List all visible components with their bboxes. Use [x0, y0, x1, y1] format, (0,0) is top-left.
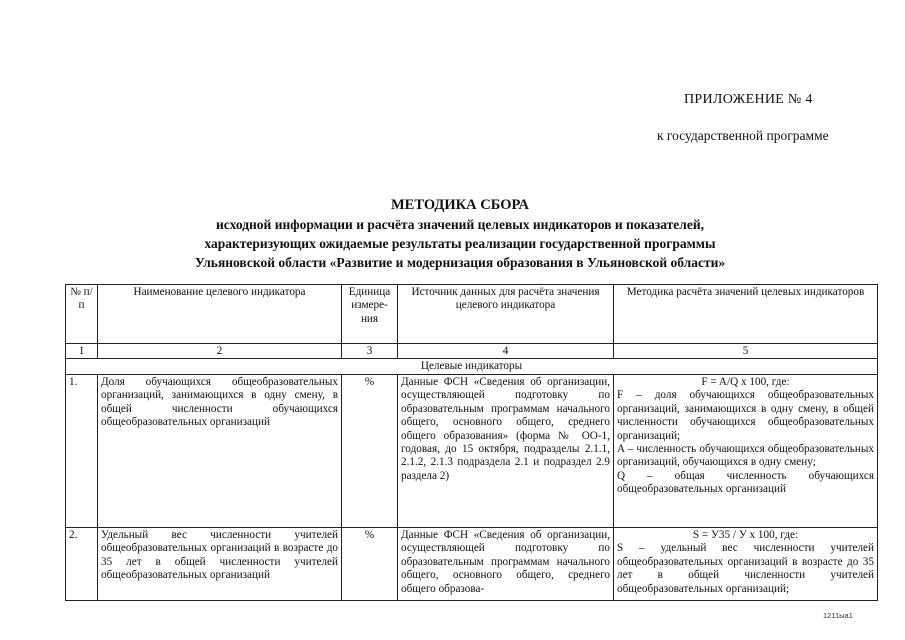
- column-number: 5: [614, 344, 878, 359]
- row-number: 1.: [66, 375, 98, 528]
- column-number: 4: [398, 344, 614, 359]
- page-code: 1211ыа1: [823, 611, 853, 620]
- indicator-name: Доля обучающихся общеобразовательных организаций, занимающихся в одну смену, в общей численности обучающихся общеобразовательных организаций: [98, 375, 342, 528]
- indicators-table: [65, 284, 878, 601]
- header-name: Наименование целевого индикатора: [98, 285, 342, 344]
- annex-subtitle: к государственной программе: [657, 128, 829, 143]
- table-row: [66, 375, 878, 528]
- indicator-method: [614, 375, 878, 528]
- method-line: Q – общая численность обучающихся общеобразовательных организаций: [617, 469, 874, 496]
- indicator-unit: %: [342, 375, 398, 528]
- table-row: [66, 528, 878, 601]
- indicator-source: Данные ФСН «Сведения об организации, осуществляющей подготовку по образовательным программам начального общего, основного общего, среднего общего образования» (форма № ОО-1, годовая, до 15 октября, подразделы 2.1.1, 2.1.2, 2.1.3 подраздела 2.1 и подраздел 2.9 раздела 2): [398, 375, 614, 528]
- indicator-method: [614, 528, 878, 601]
- column-number: 3: [342, 344, 398, 359]
- annex-label: ПРИЛОЖЕНИЕ № 4: [684, 92, 813, 107]
- indicator-name: Удельный вес численности учителей общеобразовательных организаций в возрасте до 35 лет в общей численности учителей общеобразовательных организаций: [98, 528, 342, 601]
- method-formula: F = A/Q x 100, где:: [701, 376, 790, 388]
- method-line: S – удельный вес численности учителей общеобразовательных организаций в возрасте до 35 лет в общей численности учителей общеобразовательных организаций;: [617, 542, 874, 595]
- header-source: Источник данных для расчёта значения целевого индикатора: [398, 285, 614, 344]
- title-line-4: Ульяновской области «Развитие и модернизация образования в Ульяновской области»: [194, 255, 726, 270]
- method-formula: S = У35 / У x 100, где:: [692, 529, 799, 541]
- column-number: 1: [66, 344, 98, 359]
- title-line-2: исходной информации и расчёта значений целевых индикаторов и показателей,: [216, 217, 704, 232]
- indicator-unit: %: [342, 528, 398, 601]
- title-line-3: характеризующих ожидаемые результаты реализации государственной программы: [204, 236, 716, 251]
- method-line: A – численность обучающихся общеобразовательных организаций, обучающихся в одну смену;: [617, 443, 874, 469]
- method-line: F – доля обучающихся общеобразовательных организаций, занимающихся в одну смену, в общей численности обучающихся общеобразовательных организаций;: [617, 389, 874, 442]
- table-header-row: [66, 285, 878, 344]
- header-num: № п/п: [66, 285, 98, 344]
- column-numbers-row: [66, 344, 878, 359]
- column-number: 2: [98, 344, 342, 359]
- header-unit: Единица измере-ния: [342, 285, 398, 344]
- title-line-1: МЕТОДИКА СБОРА: [391, 197, 529, 213]
- indicator-source: Данные ФСН «Сведения об организации, осуществляющей подготовку по образовательным программам начального общего, основного общего, среднего общего образова-: [398, 528, 614, 601]
- section-title: Целевые индикаторы: [66, 359, 878, 375]
- header-method: Методика расчёта значений целевых индикаторов: [614, 285, 878, 344]
- section-row: [66, 359, 878, 375]
- row-number: 2.: [66, 528, 98, 601]
